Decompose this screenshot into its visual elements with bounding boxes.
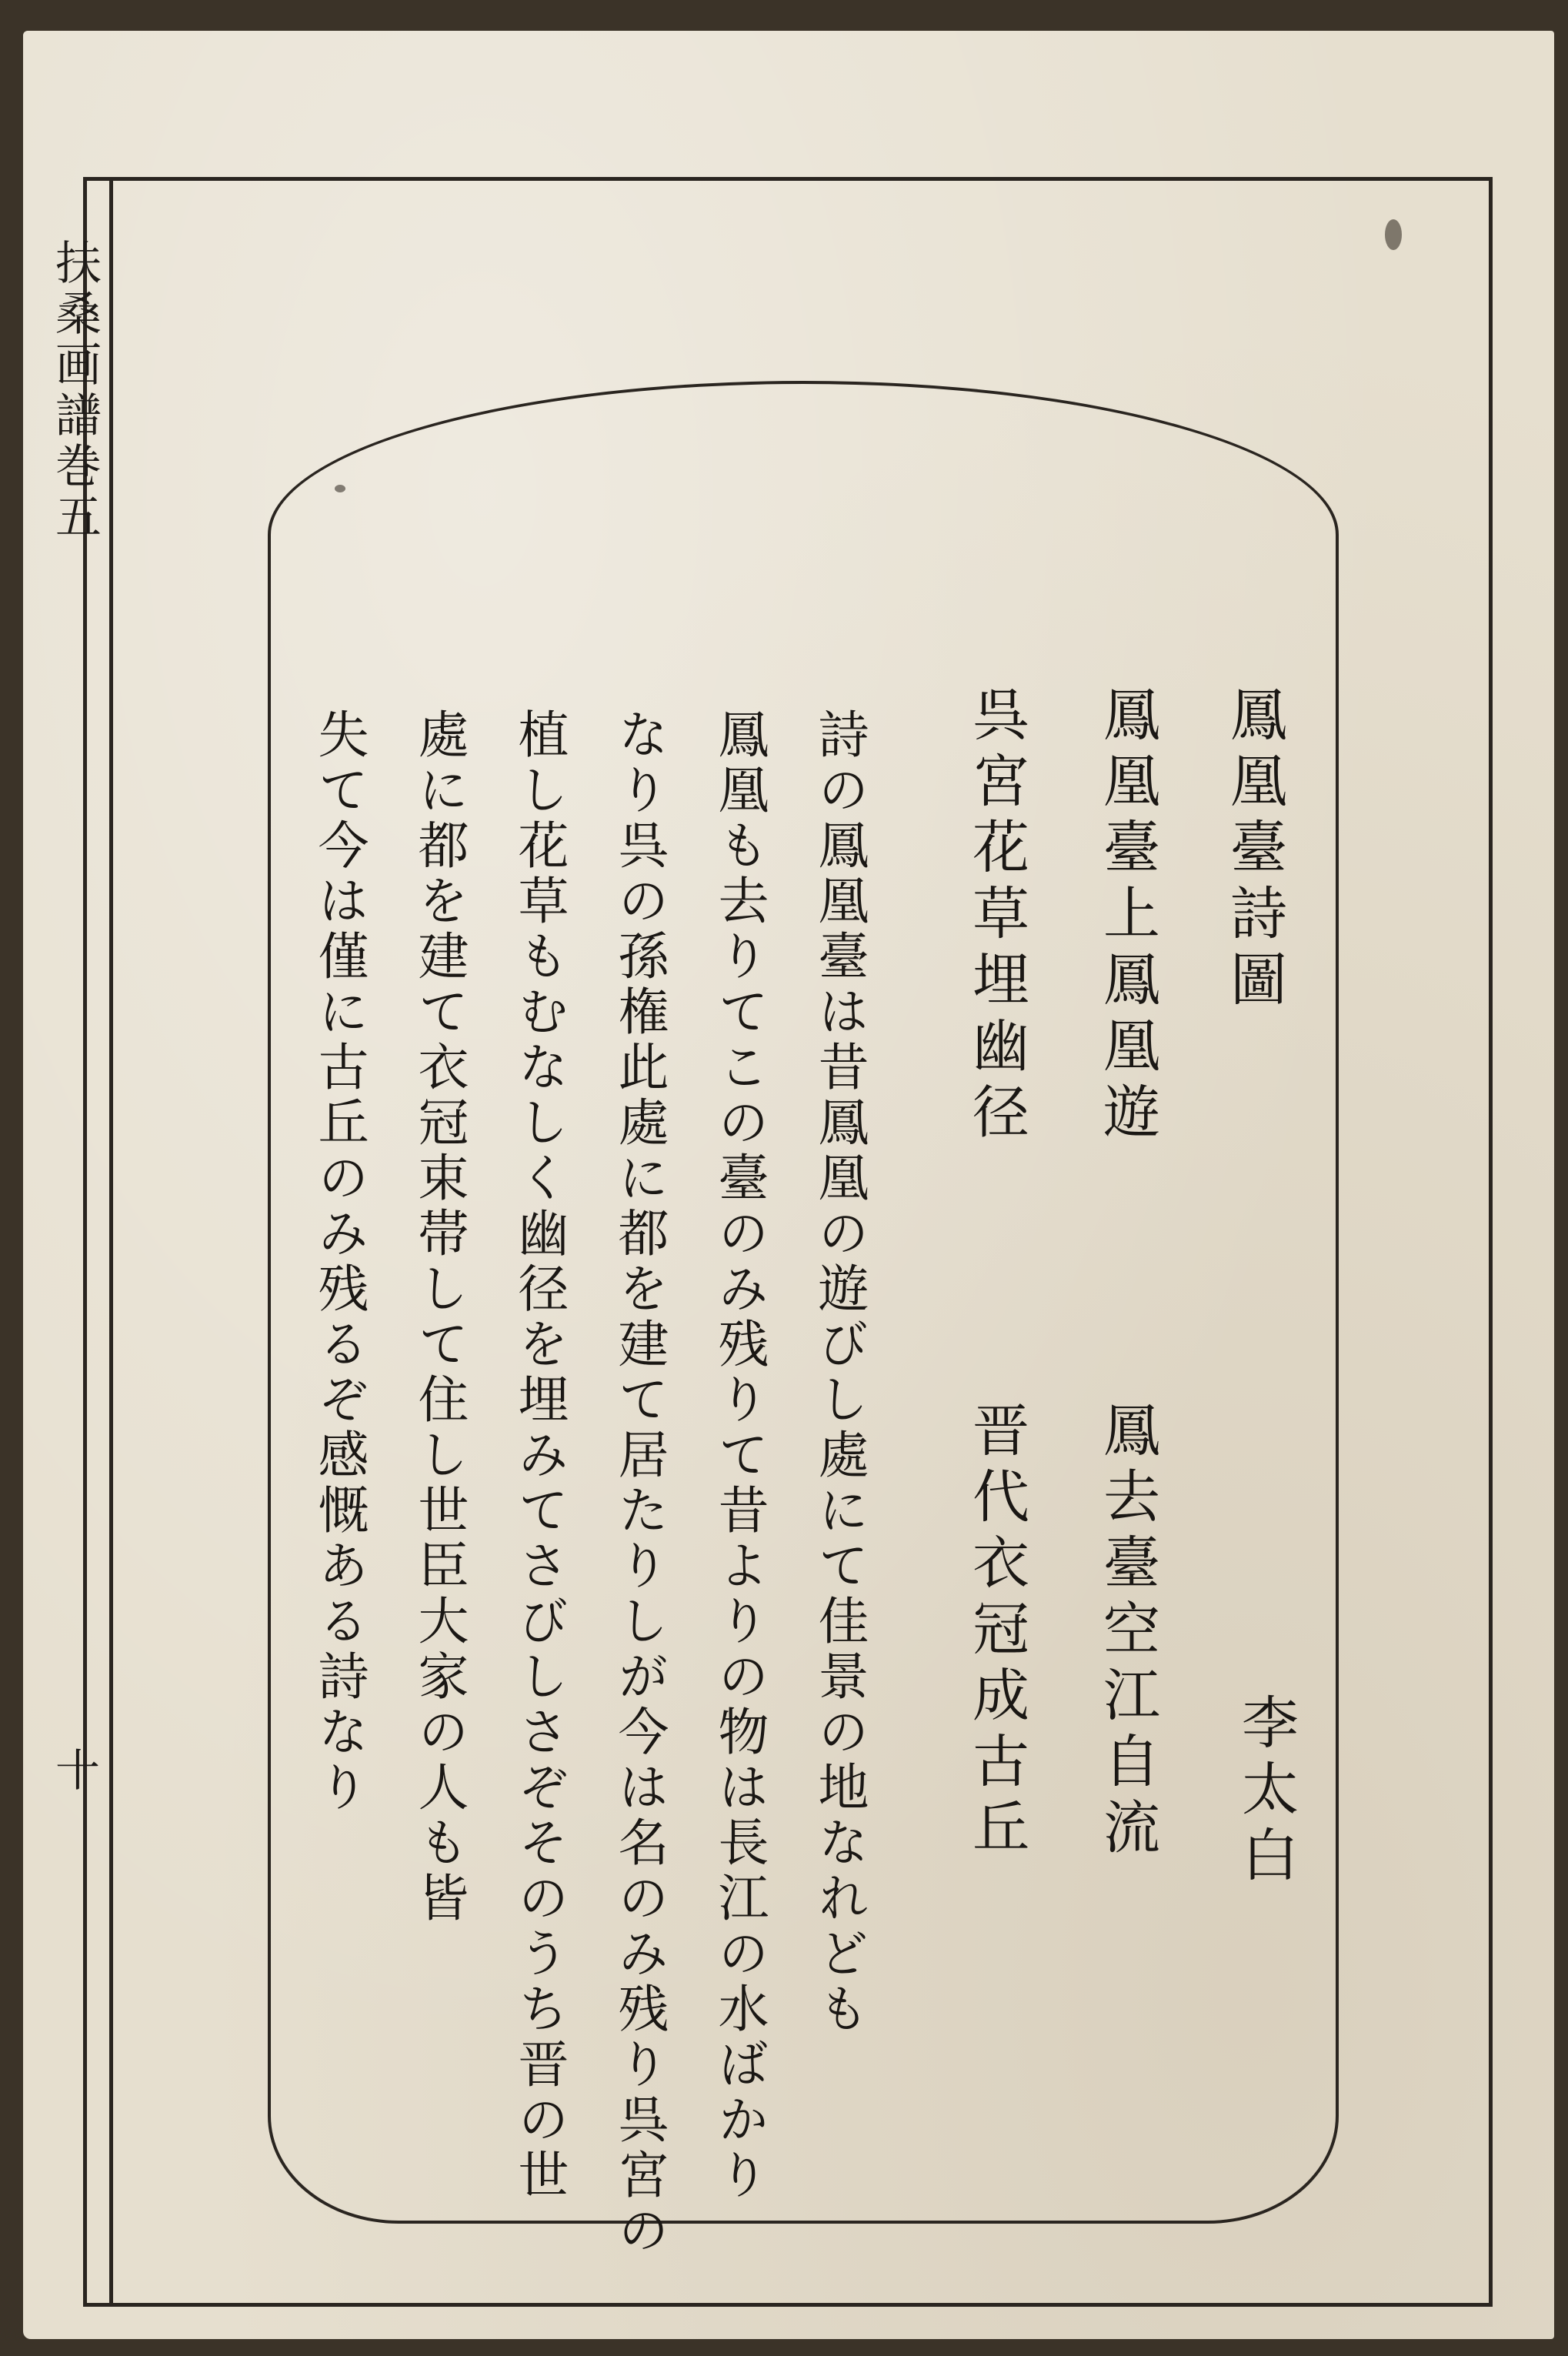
book-page: [23, 31, 1554, 2339]
commentary-line: 詩の鳳凰臺は昔鳳凰の遊びし處にて佳景の地なれども: [809, 708, 869, 2037]
ink-stain: [1385, 219, 1402, 250]
poem-title: 鳳凰臺詩圖: [1221, 685, 1287, 1016]
spine-title: 扶桑画譜巻五: [48, 239, 102, 543]
commentary-line: 處に都を建て衣冠束帯して住し世臣大家の人も皆: [409, 708, 469, 1927]
spine-rule: [109, 177, 113, 2307]
commentary-line: 失て今は僅に古丘のみ残るぞ感慨ある詩なり: [309, 708, 369, 1816]
ink-stain: [335, 485, 345, 492]
poem-line: 晋代衣冠成古丘: [963, 1400, 1029, 1864]
poem-line: 呉宮花草埋幽径: [963, 685, 1029, 1148]
leaf-number: 十: [48, 1747, 100, 1800]
poem-author: 李太白: [1233, 1693, 1299, 1891]
poem-line: 鳳去臺空江自流: [1094, 1400, 1160, 1864]
commentary-line: 鳳凰も去りてこの臺のみ残りて昔よりの物は長江の水ばかり: [709, 708, 769, 2204]
commentary-line: 植し花草もむなしく幽径を埋みてさびしさぞそのうち晋の世: [509, 708, 569, 2204]
commentary-line: なり呉の孫権此處に都を建て居たりしが今は名のみ残り呉宮の: [609, 708, 669, 2259]
poem-line: 鳳凰臺上鳳凰遊: [1094, 685, 1160, 1148]
